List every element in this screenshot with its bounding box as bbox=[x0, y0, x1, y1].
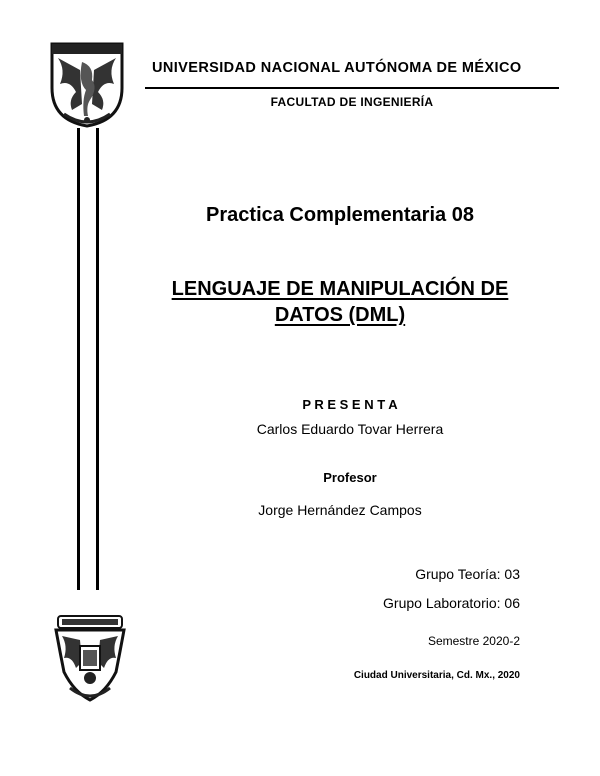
presenter-name: Carlos Eduardo Tovar Herrera bbox=[256, 421, 444, 437]
left-rule-2 bbox=[96, 128, 99, 590]
semester: Semestre 2020-2 bbox=[427, 634, 520, 648]
group-theory: Grupo Teoría: 03 bbox=[415, 566, 520, 582]
place-date: Ciudad Universitaria, Cd. Mx., 2020 bbox=[353, 670, 520, 681]
unam-crest-icon bbox=[46, 40, 128, 128]
topic-title-line1: LENGUAJE DE MANIPULACIÓN DE bbox=[171, 278, 509, 300]
faculty-name: FACULTAD DE INGENIERÍA bbox=[270, 95, 434, 109]
header-rule bbox=[145, 87, 559, 89]
group-lab: Grupo Laboratorio: 06 bbox=[383, 595, 520, 611]
university-name: UNIVERSIDAD NACIONAL AUTÓNOMA DE MÉXICO bbox=[152, 60, 522, 76]
presenter-label: P R E S E N T A bbox=[302, 397, 398, 412]
engineering-faculty-crest-icon bbox=[50, 612, 130, 704]
left-rule-1 bbox=[77, 128, 80, 590]
professor-name: Jorge Hernández Campos bbox=[258, 502, 422, 518]
topic-title-line2: DATOS (DML) bbox=[274, 304, 406, 326]
practice-title: Practica Complementaria 08 bbox=[206, 204, 474, 226]
professor-label: Profesor bbox=[323, 470, 377, 485]
